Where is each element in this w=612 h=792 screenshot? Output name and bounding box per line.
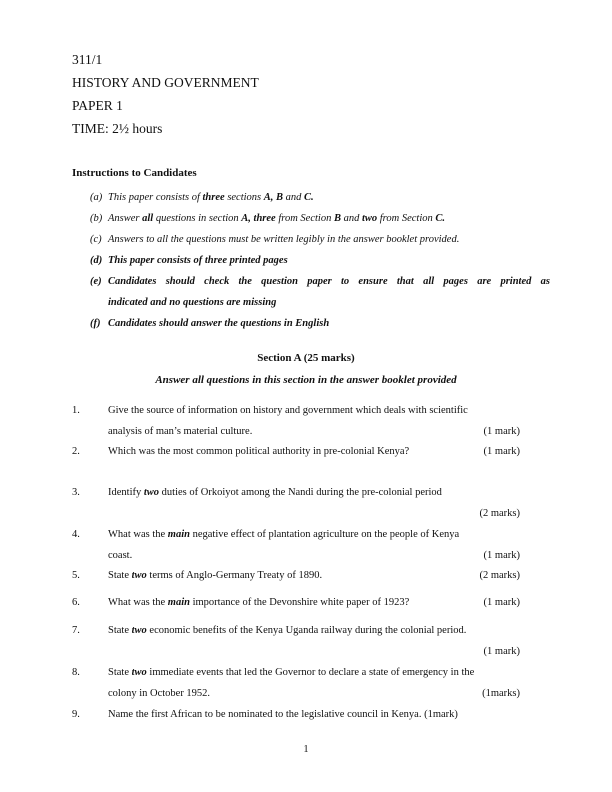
marks: (1 mark) xyxy=(483,597,520,608)
paper-number: PAPER 1 xyxy=(72,98,123,113)
marks: (1 mark) xyxy=(483,426,520,437)
instruction-c: (c) Answers to all the questions must be written legibly in the answer booklet provided. xyxy=(90,234,460,245)
paper-code: 311/1 xyxy=(72,52,103,67)
instructions-title: Instructions to Candidates xyxy=(72,167,197,179)
instruction-f: (f) Candidates should answer the questions in English xyxy=(90,318,330,329)
question-9: 9. Name the first African to be nominated to the legislative council in Kenya. (1mark) xyxy=(72,709,458,720)
question-7: 7. State two economic benefits of the Kenya Uganda railway during the colonial period. (1 mark) xyxy=(72,625,520,657)
marks: (1 mark) xyxy=(483,646,520,657)
question-6: 6. What was the main importance of the Devonshire white paper of 1923? (1 mark) xyxy=(72,592,520,613)
marks: (2 marks) xyxy=(479,508,520,519)
page-number: 1 xyxy=(303,744,309,755)
question-2: 2. Which was the most common political authority in pre-colonial Kenya? (1 mark) xyxy=(72,441,520,462)
marks: (1marks) xyxy=(482,688,520,699)
instruction-d: (d) This paper consists of three printed pages xyxy=(90,255,288,266)
subject-title: HISTORY AND GOVERNMENT xyxy=(72,75,259,90)
marks: (1 mark) xyxy=(483,550,520,561)
question-4: 4. What was the main negative effect of plantation agriculture on the people of Kenya coast. (1 mark) xyxy=(72,524,520,566)
exam-header xyxy=(72,48,259,140)
question-1: 1. Give the source of information on history and government which deals with scientific analysis of man’s material culture. (1 mark) xyxy=(72,400,520,442)
question-5: 5. State two terms of Anglo-Germany Treaty of 1890. (2 marks) xyxy=(72,565,520,586)
section-a-title: Section A (25 marks) xyxy=(257,352,355,364)
marks: (1 mark) xyxy=(483,446,520,457)
question-8: 8. State two immediate events that led the Governor to declare a state of emergency in the colony in October 1952. (1marks) xyxy=(72,662,520,704)
instructions-list xyxy=(90,187,550,334)
instruction-a: (a) This paper consists of three sections A, B and C. xyxy=(90,192,314,203)
marks: (2 marks) xyxy=(479,570,520,581)
instruction-e: (e) Candidates should check the question paper to ensure that all pages are printed as indicated and no questions are missing xyxy=(90,276,550,308)
instruction-b: (b) Answer all questions in section A, three from Section B and two from Section C. xyxy=(90,213,446,224)
question-3: 3. Identify two duties of Orkoiyot among the Nandi during the pre-colonial period (2 marks) xyxy=(72,487,520,519)
time-allowed: TIME: 2½ hours xyxy=(72,121,163,136)
section-a-subtitle: Answer all questions in this section in the answer booklet provided xyxy=(155,374,457,386)
